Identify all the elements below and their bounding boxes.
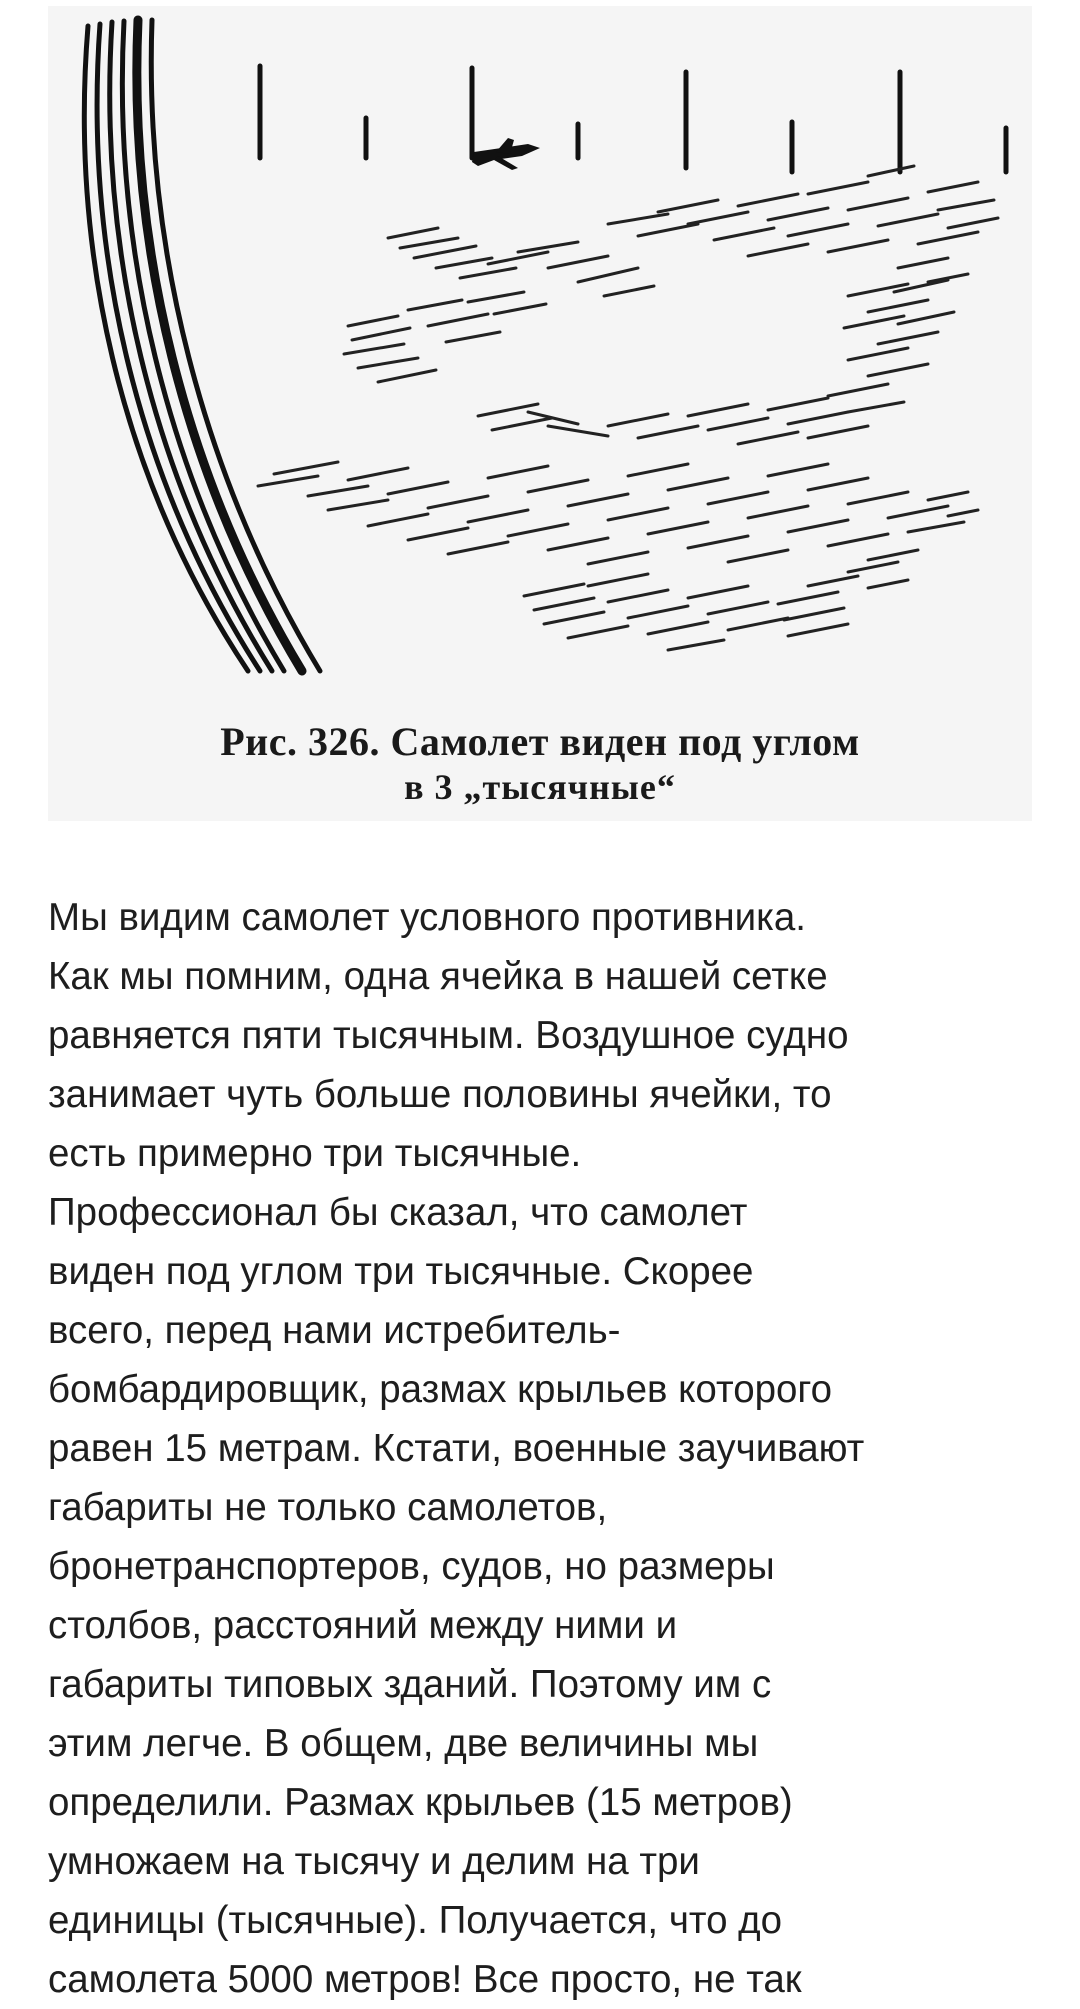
figure-caption-title: Рис. 326. Самолет виден под углом	[220, 719, 860, 764]
field-of-view-edge	[84, 20, 320, 671]
mil-scale	[260, 66, 1006, 172]
figure-illustration	[48, 6, 1032, 821]
binocular-reticle-drawing	[48, 6, 1032, 821]
cloud-hatching	[258, 166, 998, 650]
aircraft-silhouette	[472, 138, 540, 170]
figure-caption-subtitle: в 3 „тысячные“	[404, 767, 676, 807]
article-paragraph: Мы видим самолет условного противника. Как мы помним, одна ячейка в нашей сетке равняется пяти тысячным. Воздушное судно занимает чуть больше половины ячейки, то есть примерно три тысячные. Профессионал бы сказал, что самолет виден под углом три тысячные. Скорее всего, перед нами истребитель- бомбардировщик, размах крыльев которого равен 15 метрам. Кстати, военные заучивают габариты не только самолетов, бронетранспортеров, судов, но размеры столбов, расстояний между ними и габариты типовых зданий. Поэтому им с этим легче. В общем, две величины мы определили. Размах крыльев (15 метров) умножаем на тысячу и делим на три единицы (тысячные). Получается, что до самолета 5000 метров! Все просто, не так	[48, 896, 865, 2001]
